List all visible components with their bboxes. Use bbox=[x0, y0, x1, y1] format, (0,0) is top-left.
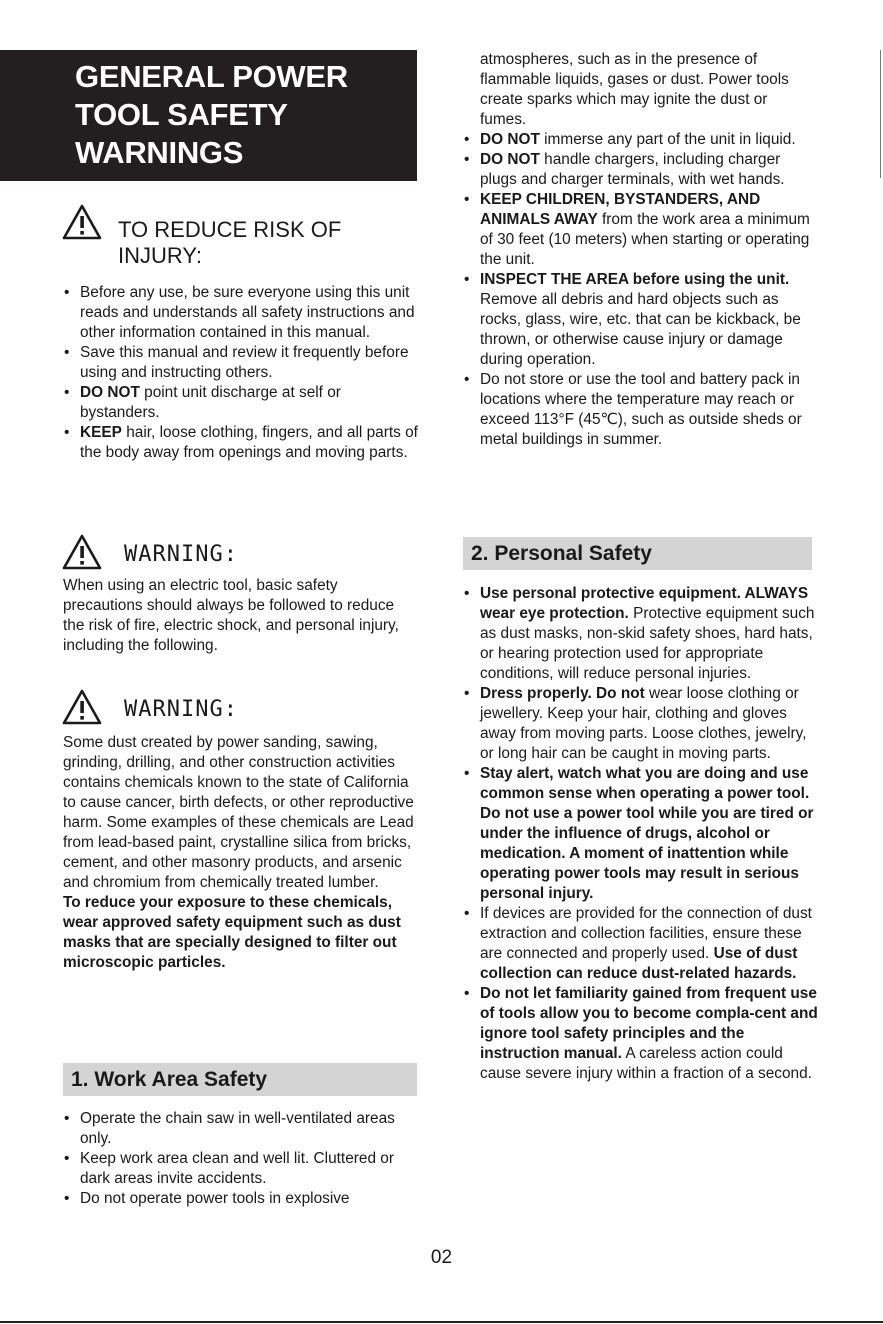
risk-title: TO REDUCE RISK OF INJURY: bbox=[118, 217, 342, 268]
list-item-text: Remove all debris and hard objects such as rocks, glass, wire, etc. that can be kickback, be thrown, or otherwise cause injury or damage during operation. bbox=[480, 291, 801, 368]
warning-triangle-icon bbox=[62, 533, 102, 571]
list-item-strong: INSPECT THE AREA before using the unit. bbox=[480, 271, 790, 288]
warning2-body: Some dust created by power sanding, sawing, grinding, drilling, and other construction activities contains chemicals known to the state of California to cause cancer, birth defects, or other reproductive harm. Some examples of these chemicals are Lead from lead-based paint, crystalline silica from bricks, cement, and other masonry products, and arsenic and chromium from chemically treated lumber. bbox=[63, 734, 414, 891]
list-item bbox=[63, 383, 418, 423]
page-number: 02 bbox=[430, 1247, 453, 1268]
risk-heading bbox=[62, 203, 102, 241]
list-item-strong: DO NOT bbox=[480, 131, 540, 148]
list-item-strong: KEEP CHILDREN, BYSTANDERS, AND ANIMALS AWAY bbox=[480, 191, 761, 228]
list-item bbox=[463, 684, 818, 764]
list-item bbox=[463, 370, 815, 450]
warning2-heading bbox=[62, 688, 238, 726]
warning1-body: When using an electric tool, basic safety precautions should always be followed to reduce the risk of fire, electric shock, and personal injury, including the following. bbox=[63, 577, 399, 654]
warning1-body-wrap bbox=[63, 576, 418, 656]
list-item-text: from the work area a minimum of 30 feet (10 meters) when starting or operating the unit. bbox=[480, 211, 810, 268]
list-item-text: immerse any part of the unit in liquid. bbox=[539, 131, 796, 148]
bottom-rule bbox=[0, 1321, 883, 1323]
list-item bbox=[463, 150, 815, 190]
list-item bbox=[463, 130, 815, 150]
list-item bbox=[463, 190, 815, 270]
list-item bbox=[63, 1109, 418, 1149]
list-item-text: Before any use, be sure everyone using this unit reads and understands all safety instructions and other information contained in this manual. bbox=[80, 284, 415, 341]
personal-list bbox=[463, 584, 818, 1084]
section-work-area-title: 1. Work Area Safety bbox=[71, 1068, 268, 1091]
personal-list-wrap bbox=[463, 584, 818, 1084]
edge-rule bbox=[880, 50, 881, 178]
warning-triangle-icon bbox=[62, 688, 102, 726]
warning2-title: WARNING: bbox=[124, 697, 238, 722]
warning2-bold bbox=[63, 893, 421, 973]
list-item-text: handle chargers, including charger plugs and charger terminals, with wet hands. bbox=[480, 151, 785, 188]
warning1-title: WARNING: bbox=[124, 542, 238, 567]
list-item bbox=[463, 764, 818, 904]
section-personal-heading bbox=[463, 537, 812, 570]
list-item-text: wear loose clothing or jewellery. Keep your hair, clothing and gloves away from moving parts. Loose clothes, jewelry, or long hair can be caught in moving parts. bbox=[480, 685, 807, 762]
list-item-strong: Dress properly. Do not bbox=[480, 685, 645, 702]
list-item bbox=[63, 343, 418, 383]
list-item-strong: Use personal protective equipment. ALWAYS wear eye protection. bbox=[480, 585, 809, 622]
list-item-text: A careless action could cause severe injury within a fraction of a second. bbox=[480, 1045, 812, 1082]
list-item-strong: Stay alert, watch what you are doing and use common sense when operating a power tool. Do not use a power tool while you are tired or under the influence of drugs, alcohol or medication. A moment of inattention while operating power tools may result in serious personal injury. bbox=[480, 765, 814, 902]
page-title: GENERAL POWER TOOL SAFETY WARNINGS bbox=[75, 59, 348, 170]
warning2-body-wrap bbox=[63, 733, 421, 973]
risk-list-wrap bbox=[63, 283, 418, 463]
list-item-strong: DO NOT bbox=[80, 384, 140, 401]
list-item-text: Operate the chain saw in well-ventilated areas only. bbox=[80, 1110, 395, 1147]
list-item-text: hair, loose clothing, fingers, and all parts of the body away from openings and moving parts. bbox=[80, 424, 418, 461]
list-item-text: Do not store or use the tool and battery pack in locations where the temperature may reach or exceed 113°F (45℃), such as outside sheds or metal buildings in summer. bbox=[480, 371, 802, 448]
list-item-strong: Use of dust collection can reduce dust-related hazards. bbox=[480, 945, 798, 982]
title-banner bbox=[0, 50, 417, 181]
list-item-strong: KEEP bbox=[80, 424, 122, 441]
list-item-text: Save this manual and review it frequently before using and instructing others. bbox=[80, 344, 409, 381]
list-item-text: point unit discharge at self or bystanders. bbox=[80, 384, 341, 421]
list-item bbox=[463, 584, 818, 684]
list-item-strong: Do not let familiarity gained from frequent use of tools allow you to become compla-cent and ignore tool safety principles and the instruction manual. bbox=[480, 985, 818, 1062]
right-list bbox=[463, 130, 815, 450]
section-work-area-heading bbox=[63, 1063, 417, 1096]
list-item-text: Do not operate power tools in explosive bbox=[80, 1190, 350, 1207]
section-personal-title: 2. Personal Safety bbox=[471, 542, 652, 565]
list-item-text: Protective equipment such as dust masks, non-skid safety shoes, hard hats, or hearing protection used for appropriate conditions, will reduce personal injuries. bbox=[480, 605, 815, 682]
work-area-list-wrap bbox=[63, 1109, 418, 1209]
list-item bbox=[63, 1149, 418, 1189]
warning-triangle-icon bbox=[62, 203, 102, 241]
risk-list bbox=[63, 283, 418, 463]
list-item bbox=[463, 984, 818, 1084]
list-item bbox=[63, 423, 418, 463]
list-item bbox=[463, 270, 815, 370]
list-item-text: Keep work area clean and well lit. Cluttered or dark areas invite accidents. bbox=[80, 1150, 394, 1187]
continuation-text: atmospheres, such as in the presence of flammable liquids, gases or dust. Power tools create sparks which may ignite the dust or fumes. bbox=[480, 51, 789, 128]
list-item-text: If devices are provided for the connection of dust extraction and collection facilities, ensure these are connected and properly used. bbox=[480, 905, 812, 962]
list-item bbox=[63, 283, 418, 343]
right-column-top bbox=[463, 50, 815, 450]
warning1-heading bbox=[62, 533, 238, 571]
list-item bbox=[463, 904, 818, 984]
list-item-strong: DO NOT bbox=[480, 151, 540, 168]
work-area-list bbox=[63, 1109, 418, 1209]
list-item bbox=[63, 1189, 418, 1209]
warning2-bold-text: To reduce your exposure to these chemicals, wear approved safety equipment such as dust masks that are specially designed to filter out microscopic particles. bbox=[63, 894, 401, 971]
